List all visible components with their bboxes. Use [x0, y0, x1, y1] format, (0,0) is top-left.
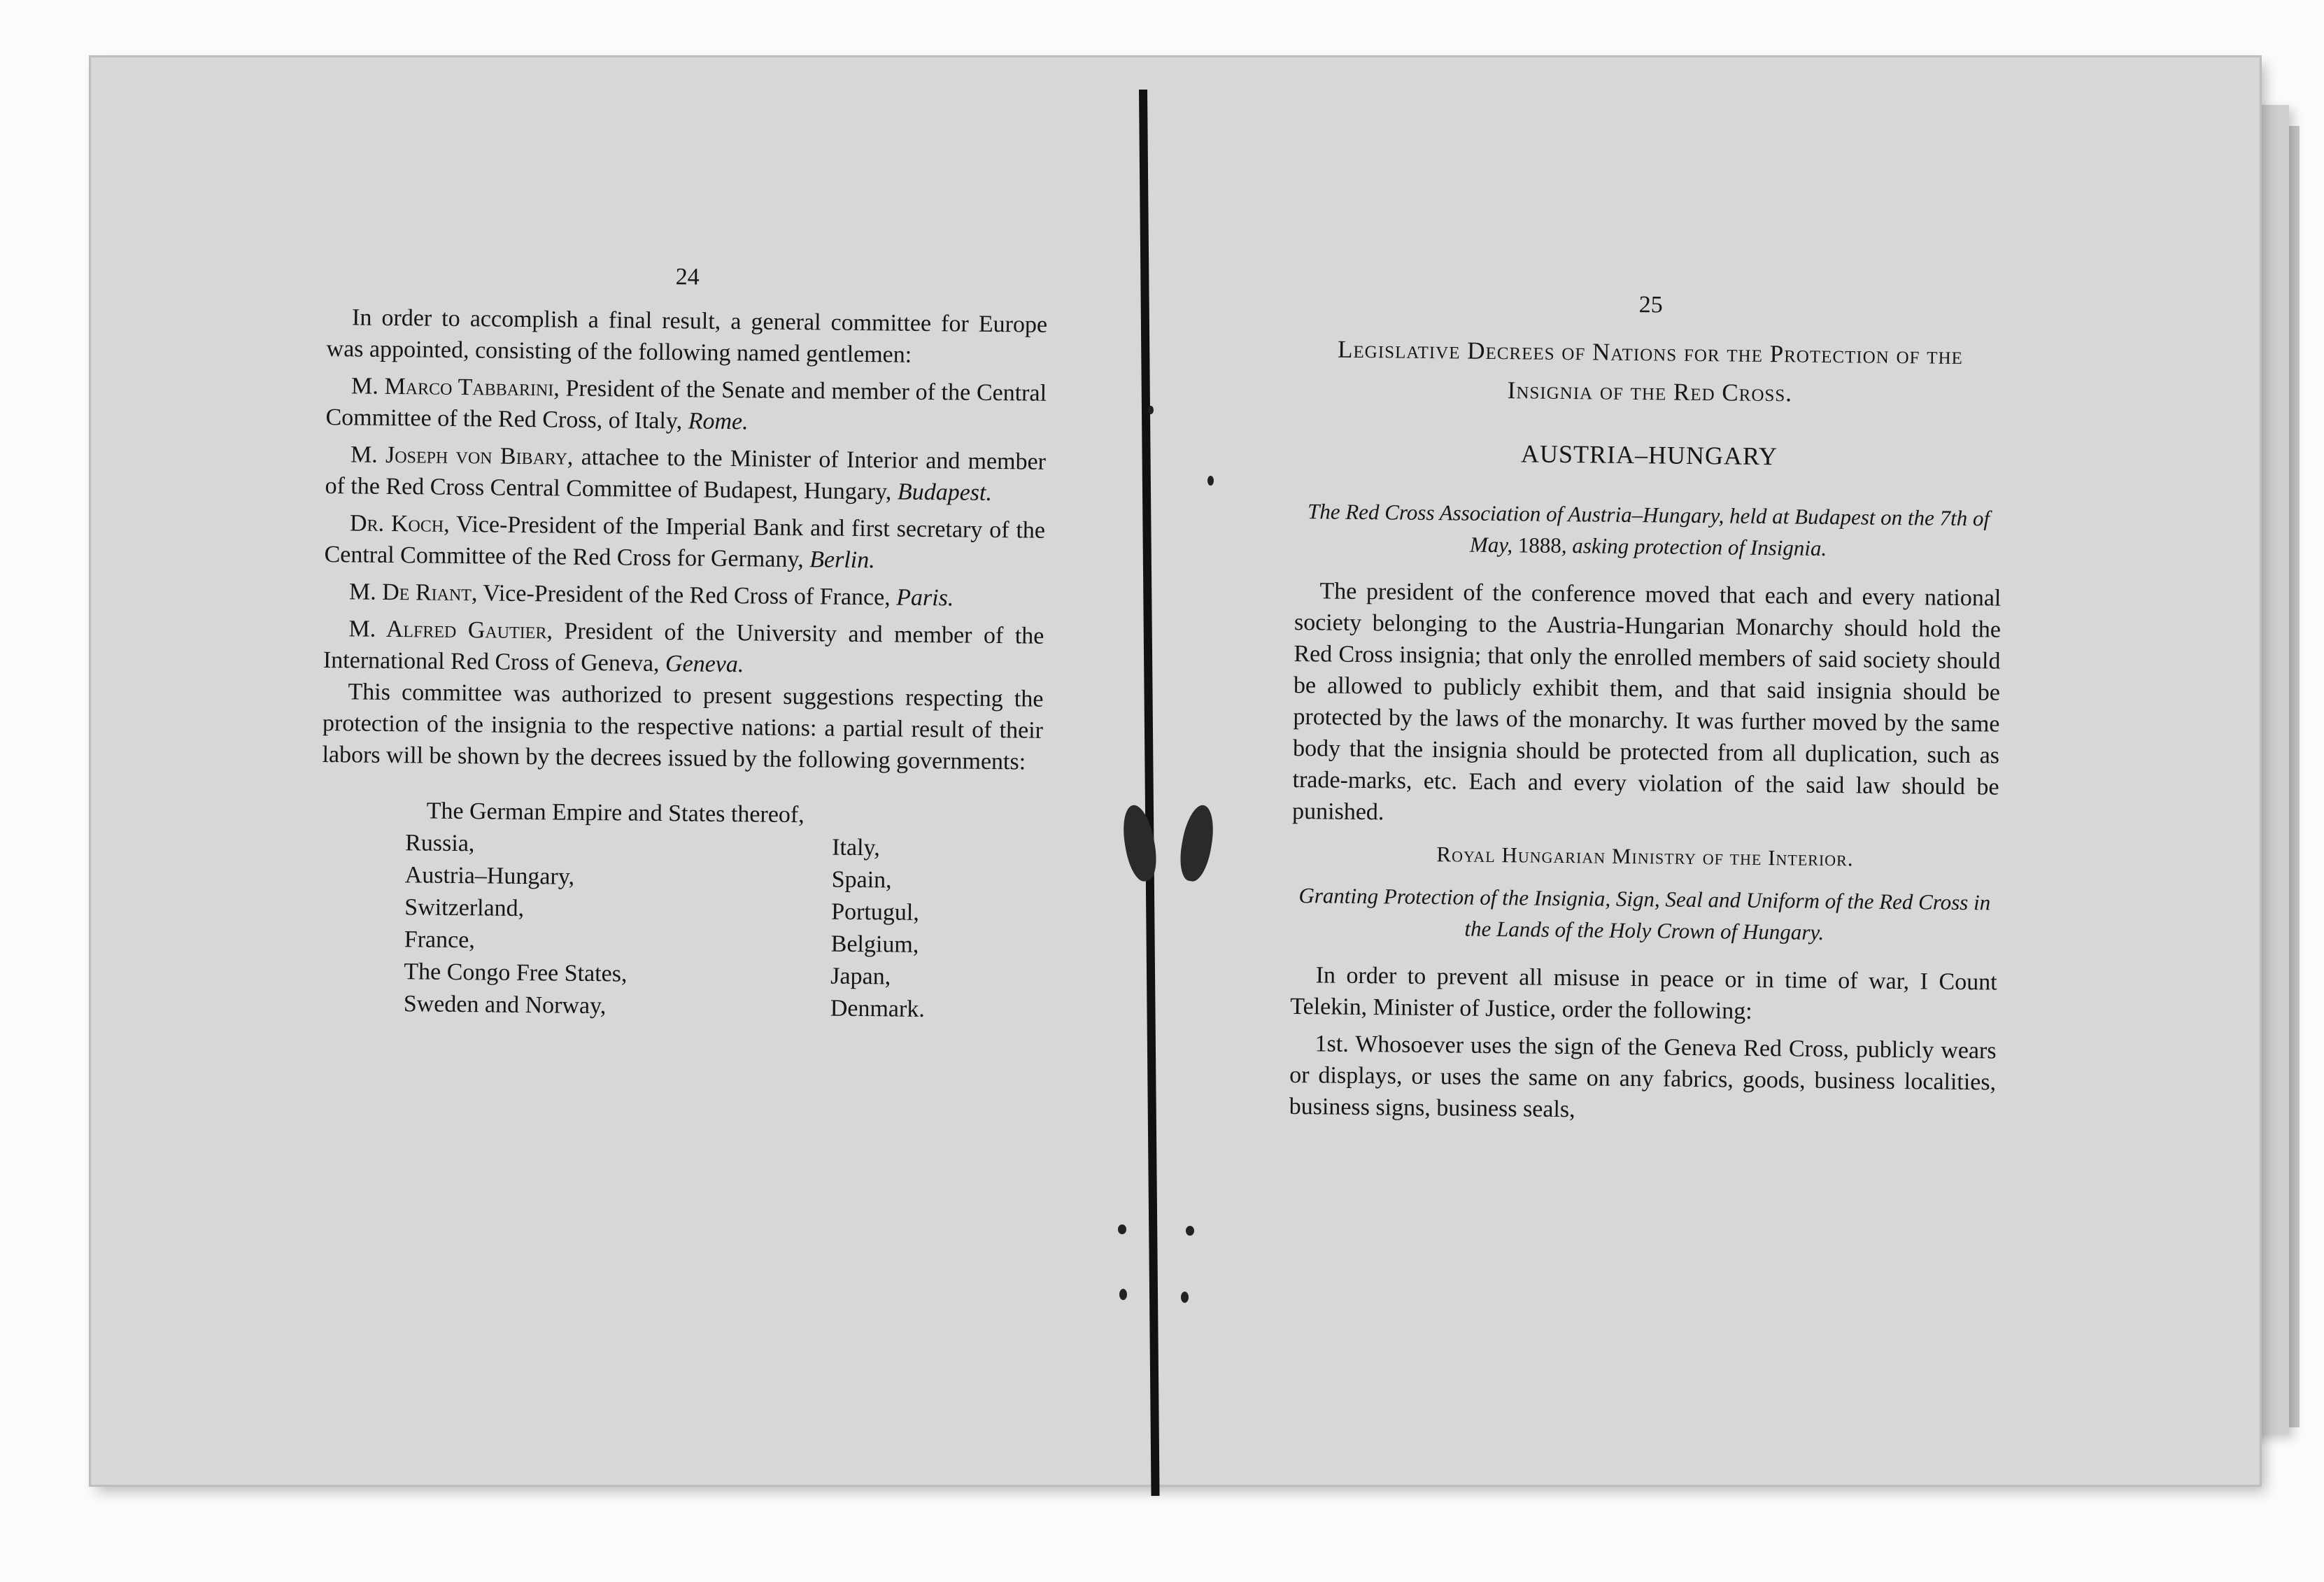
page-number: 24 — [675, 264, 700, 290]
committee-member — [325, 370, 1047, 441]
country-list-heading: The German Empire and States thereof, — [426, 798, 805, 828]
caption-year: 1888 — [1517, 532, 1562, 558]
country-item: France, — [404, 926, 476, 954]
country-item: Austria–Hungary, — [404, 862, 575, 890]
ministry-subheading: Royal Hungarian Ministry of the Interior. — [1436, 842, 1854, 871]
left-page — [320, 257, 1048, 1027]
country-item: Denmark. — [830, 995, 926, 1022]
committee-paragraph: This committee was authorized to present suggestions respecting the protection of the insignia to the respective nations: a partial result of their labors will be shown by the decrees issued by the following governments: — [322, 679, 1044, 775]
member-name: M. Marco Tabbarini, — [350, 373, 560, 402]
committee-member — [324, 507, 1045, 578]
member-name: M. De Riant, — [348, 579, 478, 607]
caption-text: The Red Cross Association of Austria–Hungary, held at Budapest on the 7th of May, — [1307, 499, 1990, 558]
decree-paragraph: The president of the conference moved that each and every national society belonging to the Austria-Hungarian Monarchy should hold the Red Cross insignia; that only the enrolled members of said society should be allowed to publicly exhibit them, and that said insignia should be protected by the laws of the monarchy. It was further moved by the same body that the insignia should be protected from all duplication, such as trade-marks, etc. Each and every violation of the said law should be punished. — [1291, 578, 2001, 826]
committee-member — [323, 613, 1044, 684]
countries-list — [404, 795, 1042, 1027]
member-name: M. Joseph von Bibary, — [350, 442, 574, 470]
section-title: AUSTRIA–HUNGARY — [1520, 439, 1778, 471]
binding-mark — [1148, 406, 1154, 414]
binding-mark — [1118, 1224, 1126, 1234]
binding-mark — [1186, 1226, 1194, 1236]
member-name: Dr. Koch, — [349, 510, 450, 537]
page-number: 25 — [1638, 292, 1663, 318]
country-item: Portugul, — [831, 898, 920, 926]
member-location: Geneva. — [665, 651, 744, 678]
member-description: President of the Senate and member of the Central Committee of the Red Cross, of Italy, — [325, 375, 1047, 435]
country-item: Sweden and Norway, — [403, 991, 607, 1019]
country-item: The Congo Free States, — [404, 959, 628, 987]
committee-member — [324, 576, 1044, 615]
decree-caption: Granting Protection of the Insignia, Sign, Seal and Uniform of the Red Cross in the Lands of the Holy Crown of Hungary. — [1298, 883, 1991, 945]
member-description: Vice-President of the Imperial Bank and first secretary of the Central Committee of the Red Cross for Germany, — [324, 511, 1046, 573]
decree-paragraph: 1st. Whosoever uses the sign of the Geneva Red Cross, publicly wears or displays, or uses the same on any fabrics, goods, business localities, business signs, business seals, — [1289, 1031, 1997, 1123]
country-item: Japan, — [830, 963, 891, 990]
decree-caption — [1295, 495, 2002, 566]
member-location: Berlin. — [809, 546, 875, 574]
member-description: attachee to the Minister of Interior and member of the Red Cross Central Committee of Budapest, Hungary, — [325, 444, 1047, 505]
committee-member — [325, 439, 1046, 509]
binding-mark — [1207, 476, 1214, 486]
caption-text: , asking protection of Insignia. — [1561, 532, 1827, 560]
intro-paragraph: In order to accomplish a final result, a general committee for Europe was appointed, consisting of the following named gentlemen: — [326, 304, 1048, 368]
member-name: M. Alfred Gautier, — [348, 616, 553, 644]
binding-mark — [1119, 1289, 1127, 1300]
member-location: Rome. — [688, 408, 749, 435]
member-location: Budapest. — [897, 479, 993, 506]
member-description: President of the University and member of the International Red Cross of Geneva, — [323, 618, 1044, 677]
country-item: Russia, — [405, 830, 475, 857]
binding-mark — [1181, 1292, 1189, 1303]
country-item: Italy, — [832, 834, 881, 861]
right-page — [1289, 285, 2004, 1136]
country-item: Spain, — [831, 866, 892, 894]
member-location: Paris. — [896, 584, 954, 612]
page-heading: Legislative Decrees of Nations for the Protection of the Insignia of the Red Cross. — [1337, 335, 1964, 407]
country-item: Switzerland, — [404, 894, 525, 921]
country-item: Belgium, — [830, 931, 919, 958]
decree-paragraph: In order to prevent all misuse in peace or in time of war, I Count Telekin, Minister of Justice, order the following: — [1290, 962, 1997, 1024]
member-description: Vice-President of the Red Cross of France, — [477, 580, 897, 611]
